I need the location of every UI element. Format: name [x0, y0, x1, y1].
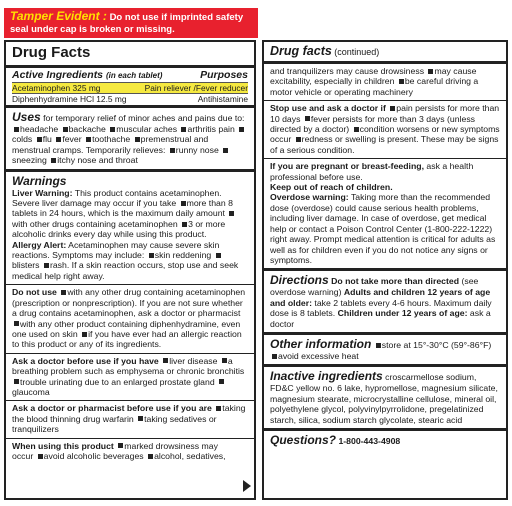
warnings-section — [6, 172, 254, 286]
right-panel — [262, 40, 508, 500]
ask-doctor-item: a breathing problem such as emphysema or chronic bronchitis — [12, 355, 245, 377]
inactive-ingredients-section — [264, 367, 506, 431]
do-not-use-item: with any other product containing diphenhydramine, even one used on skin — [12, 318, 241, 339]
stop-use-item: fever persists for more than 3 days (unless directed by a doctor) — [270, 113, 476, 135]
when-using-item: avoid alcoholic beverages — [43, 450, 144, 461]
directions-bold-c: Children under 12 years of age: — [337, 308, 468, 319]
inactive-ingredients-heading: Inactive ingredients — [270, 369, 383, 384]
directions-bold-b: Adults and children 12 years of age and older: — [270, 287, 491, 308]
left-panel — [4, 40, 256, 500]
directions-heading: Directions — [270, 273, 329, 288]
ask-doctor-item: trouble urinating due to an enlarged prostate gland — [20, 376, 215, 387]
uses-item: sneezing — [12, 155, 47, 166]
ask-pharmacist-section — [6, 401, 254, 438]
uses-item: toothache — [92, 134, 131, 145]
allergy-item: rash. If a skin reaction occurs, stop use and seek medical help right away. — [12, 260, 239, 281]
questions-phone: 1-800-443-4908 — [338, 435, 401, 446]
drug-facts-continued-section — [264, 42, 506, 64]
drug-facts-continued-title: Drug facts — [270, 44, 332, 58]
continue-arrow-icon — [243, 480, 251, 492]
uses-item: arthritis pain — [187, 124, 235, 134]
tamper-evident-banner — [4, 8, 258, 38]
purposes-heading: Purposes — [200, 69, 248, 81]
directions-text-b: take 2 tablets every 4-6 hours. Maximum daily dose is 8 tablets. — [270, 297, 492, 319]
ingredient-row — [12, 82, 248, 93]
directions-section — [264, 271, 506, 335]
uses-heading: Uses — [12, 110, 41, 124]
tamper-text: Do not use if imprinted safety seal under cap is broken or missing. — [10, 12, 244, 35]
ask-pharmacist-item: taking sedatives or tranquilizers — [12, 413, 217, 435]
stop-use-item: redness or swelling is present. These may be signs of a serious condition. — [270, 134, 499, 155]
directions-text-a: (see overdose warning) — [270, 276, 479, 298]
ingredient-name: Diphenhydramine HCl 12.5 mg — [12, 94, 127, 104]
uses-item: flu — [42, 134, 52, 145]
continued-label: (continued) — [334, 47, 380, 57]
ask-pharmacist-item: taking the blood thinning drug warfarin — [12, 403, 246, 424]
pregnancy-section — [264, 159, 506, 271]
liver-item: more than 8 tablets in 24 hours, which is the maximum daily amount — [12, 198, 233, 219]
allergy-item: skin reddening — [154, 250, 212, 261]
stop-use-section — [264, 101, 506, 159]
active-ingredients-heading: Active Ingredients — [12, 69, 104, 81]
liver-warning-text: This product contains acetaminophen. Severe liver damage may occur if you take — [12, 187, 222, 209]
do-not-use-section — [6, 285, 254, 353]
allergy-item: blisters — [12, 260, 40, 271]
other-information-section — [264, 335, 506, 367]
directions-bold-a: Do not take more than directed — [331, 276, 460, 287]
drug-facts-title-section — [6, 42, 254, 68]
stop-use-item: condition worsens or new symptoms occur — [270, 124, 500, 145]
ask-doctor-label: Ask a doctor before use if you have — [12, 355, 159, 366]
liver-warning-label: Liver Warning: — [12, 187, 73, 198]
active-ingredients-section — [6, 68, 254, 108]
do-not-use-item: if you have ever had an allergic reaction to this product or any of its ingredients. — [12, 328, 242, 350]
overdose-warning-label: Overdose warning: — [270, 192, 349, 203]
drug-facts-title: Drug Facts — [12, 44, 91, 61]
uses-item: backache — [68, 124, 106, 134]
in-each-tablet: (in each tablet) — [105, 71, 163, 80]
uses-item: colds — [12, 134, 33, 145]
uses-item: runny nose — [175, 144, 219, 155]
ask-doctor-item: liver disease — [169, 355, 218, 366]
continued-item: be careful driving a motor vehicle or operating machinery — [270, 76, 479, 97]
uses-section — [6, 108, 254, 172]
other-information-heading: Other information — [270, 336, 372, 351]
when-using-label: When using this product — [12, 440, 114, 451]
continued-text: and tranquilizers may cause drowsiness — [270, 66, 425, 76]
overdose-warning-text: Taking more than the recommended dose (overdose) could cause serious health problems, including liver damage. In case of overdose, get medical help or contact a Poison Control Center (1-800-222-1222) right away. Prompt medical attention is critical for adults as well as for children even if you do not notice any signs or symptoms. — [270, 192, 496, 265]
continued-item: may cause excitability, especially in children — [270, 66, 477, 87]
warnings-heading: Warnings — [12, 173, 67, 188]
active-ingredients-header — [12, 69, 248, 82]
ingredient-purpose: Antihistamine — [197, 94, 248, 104]
uses-item: itchy nose and throat — [57, 155, 138, 166]
when-using-item: alcohol, sedatives, — [154, 450, 226, 461]
ingredient-row — [12, 93, 248, 104]
directions-text-c: ask a doctor — [270, 308, 491, 329]
uses-item: muscular aches — [116, 124, 178, 134]
questions-section — [264, 431, 506, 450]
pregnancy-text: ask a health professional before use. — [270, 161, 474, 182]
questions-heading: Questions? — [270, 432, 337, 447]
when-using-section — [6, 439, 254, 465]
keep-out-of-reach: Keep out of reach of children. — [270, 182, 393, 193]
uses-item: headache — [20, 124, 59, 134]
tamper-label: Tamper Evident : — [10, 9, 107, 23]
inactive-ingredients-text: croscarmellose sodium, FD&C yellow no. 6 lake, hypromellose, magnesium silicate, magnesium stearate, microcrystalline cellulose, mineral oil, polyethylene glycol, polyvinylpyrrolidone, pregelatinized starch, silica, sodium starch glycolate, stearic acid — [270, 372, 498, 425]
uses-text: for temporary relief of minor aches and pains due to: — [43, 113, 245, 123]
stop-use-label: Stop use and ask a doctor if — [270, 103, 386, 114]
liver-item: 3 or more alcoholic drinks every day while using this product. — [12, 218, 226, 240]
do-not-use-item: with any other drug containing acetaminophen (prescription or nonprescription). If you are not sure whether a drug contains acetaminophen, ask a doctor or pharmacist — [12, 287, 246, 319]
when-using-item: marked drowsiness may occur — [12, 440, 218, 461]
other-info-item: avoid excessive heat — [278, 350, 359, 361]
allergy-alert-label: Allergy Alert: — [12, 239, 67, 250]
ingredient-name: Acetaminophen 325 mg — [12, 83, 101, 93]
pregnancy-label: If you are pregnant or breast-feeding, — [270, 161, 424, 172]
liver-item: with other drugs containing acetaminophen — [12, 218, 178, 229]
uses-item: fever — [62, 134, 82, 145]
stop-use-item: pain persists for more than 10 days — [270, 103, 500, 124]
ask-doctor-item: glaucoma — [12, 386, 50, 397]
ask-doctor-section — [6, 354, 254, 402]
other-info-item: store at 15°-30°C (59°-86°F) — [381, 339, 492, 350]
do-not-use-label: Do not use — [12, 287, 57, 298]
allergy-alert-text: Acetaminophen may cause severe skin reactions. Symptoms may include: — [12, 239, 220, 261]
uses-item: premenstrual and menstrual cramps. Temporarily relieves: — [12, 134, 209, 155]
ingredient-purpose: Pain reliever /Fever reducer — [144, 83, 248, 93]
ask-pharmacist-label: Ask a doctor or pharmacist before use if you are — [12, 403, 212, 414]
continued-text-section — [264, 64, 506, 101]
